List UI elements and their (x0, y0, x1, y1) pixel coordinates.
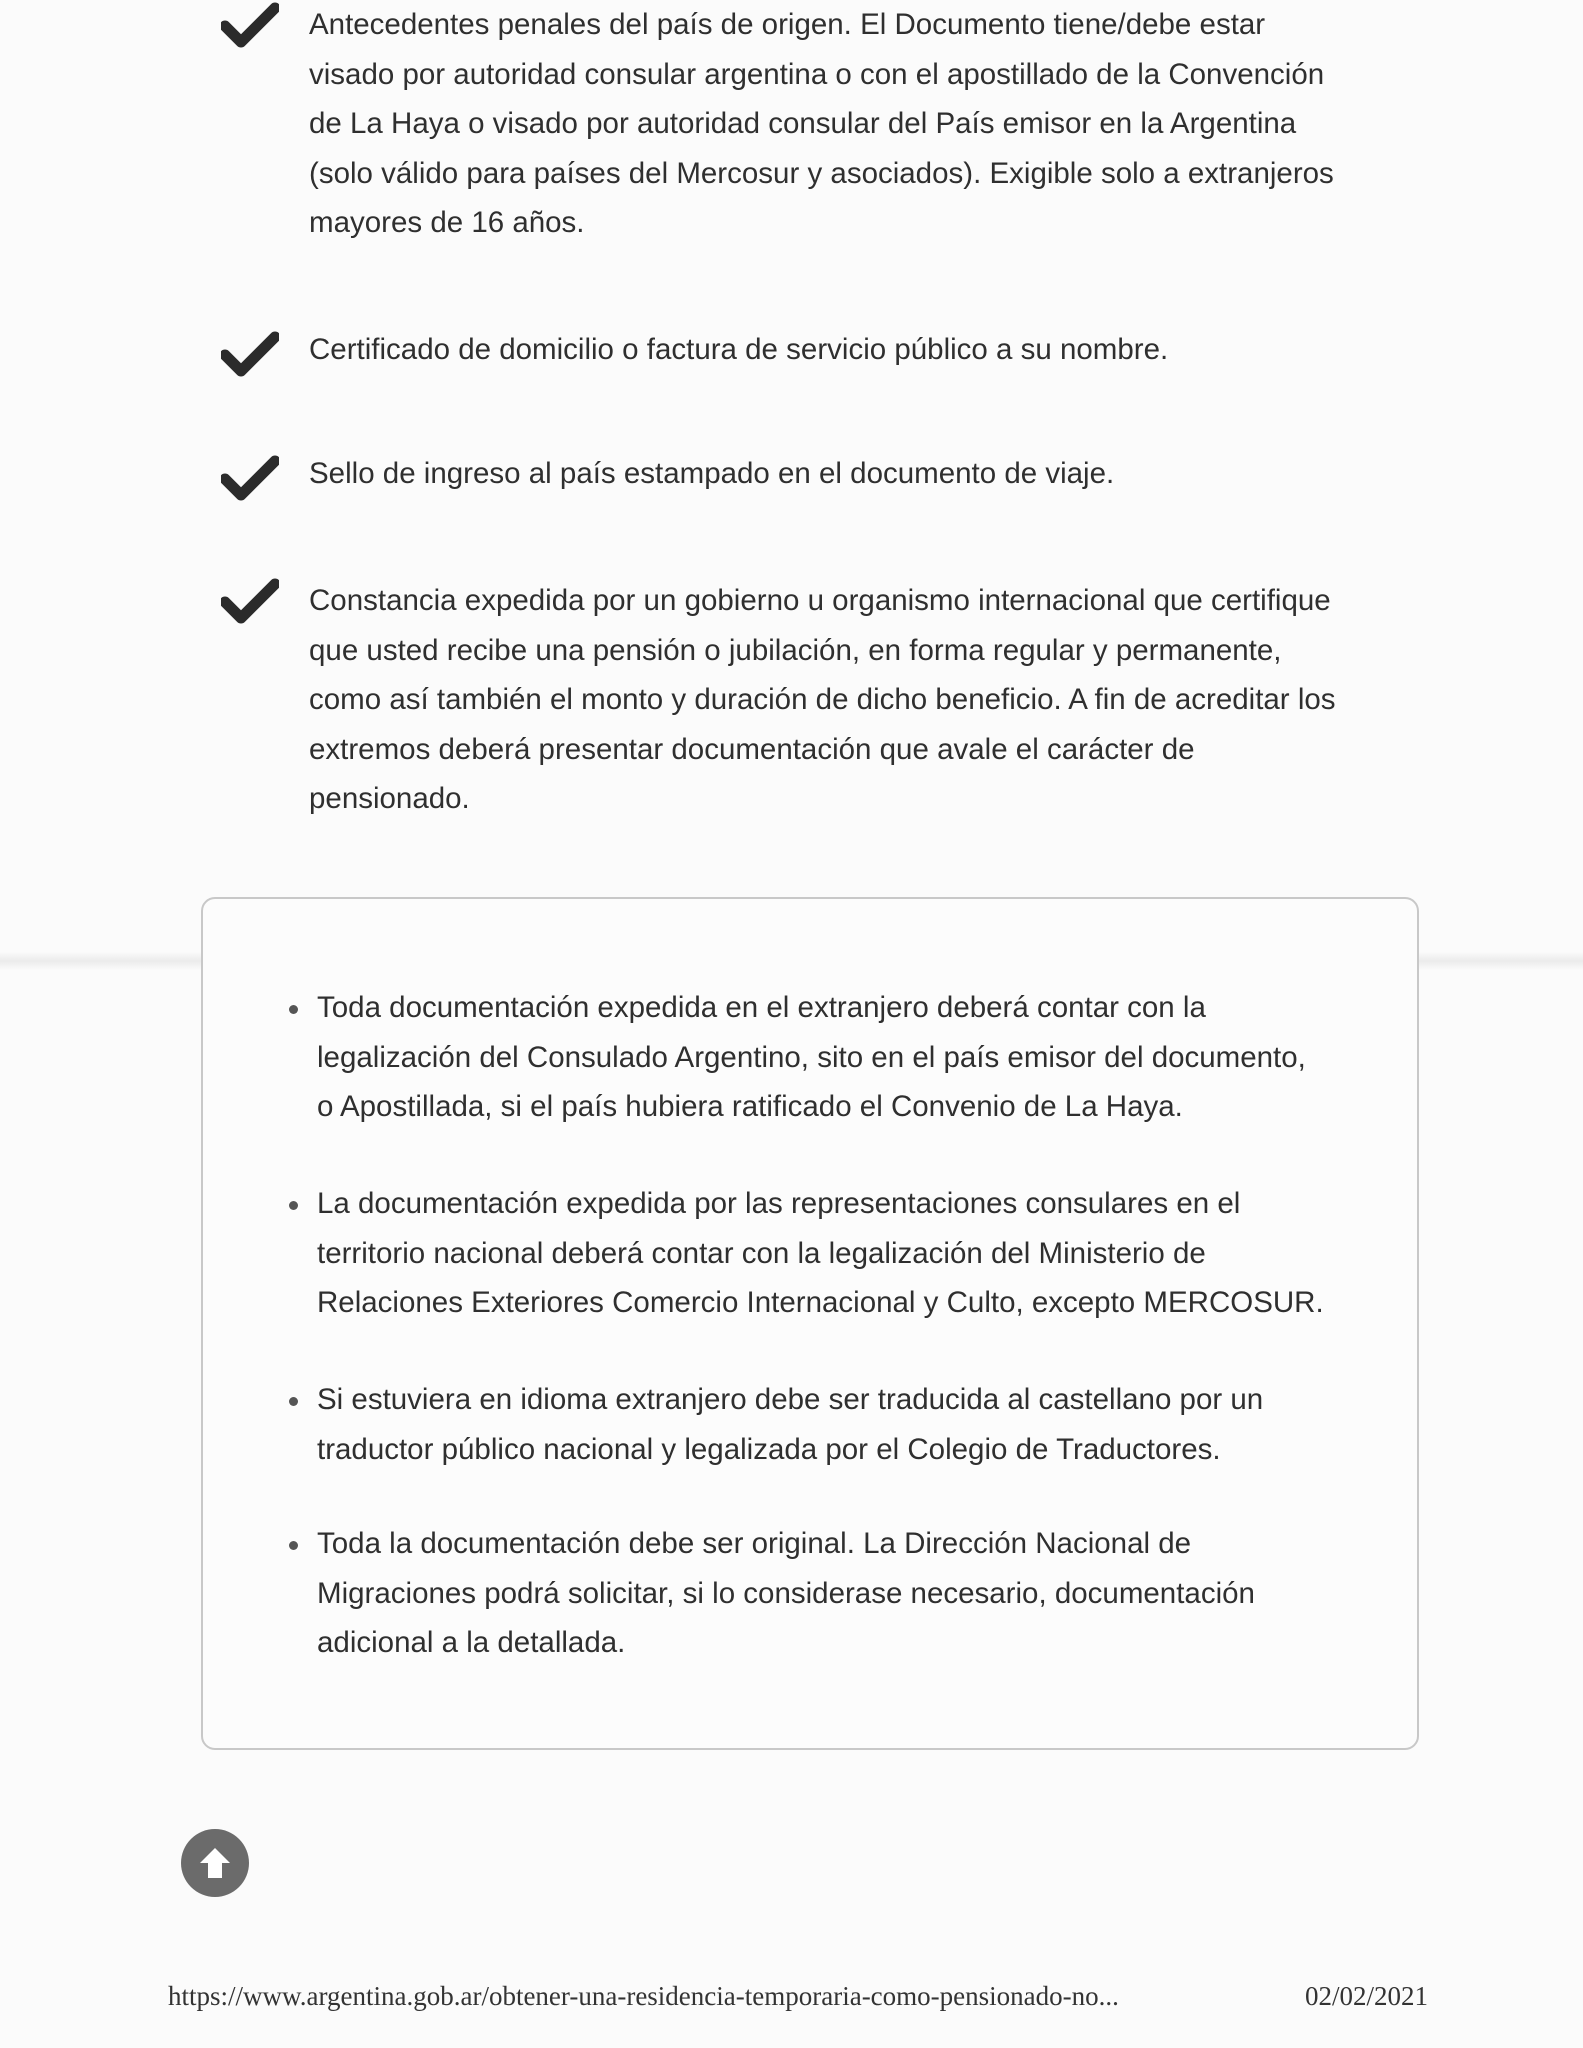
back-to-top-button[interactable] (181, 1829, 249, 1897)
notice-box (201, 897, 1419, 1750)
footer-date: 02/02/2021 (1305, 1981, 1429, 2011)
note-text: Si estuviera en idioma extranjero debe ser traducida al castellano por un traductor público nacional y legalizada por el Colegio de Traductores. (317, 1383, 1264, 1466)
bullet-icon (289, 1201, 298, 1210)
checkmark-icon (221, 331, 279, 377)
note-text: Toda documentación expedida en el extranjero deberá contar con la legalización del Consulado Argentino, sito en el país emisor del documento, o Apostillada, si el país hubiera ratificado el Convenio de La Haya. (317, 991, 1306, 1123)
checkmark-icon (221, 578, 279, 624)
requirement-text: Sello de ingreso al país estampado en el documento de viaje. (309, 457, 1115, 490)
requirement-text: Constancia expedida por un gobierno u organismo internacional que certifique que usted recibe una pensión o jubilación, en forma regular y permanente, como así también el monto y duración de dicho beneficio. A fin de acreditar los extremos deberá presentar documentación que avale el carácter de pensionado. (309, 584, 1336, 815)
checkmark-icon (221, 2, 279, 48)
arrow-up-icon (192, 1840, 238, 1886)
checkmark-icon (221, 455, 279, 501)
requirement-text: Certificado de domicilio o factura de servicio público a su nombre. (309, 333, 1169, 366)
note-text: Toda la documentación debe ser original. La Dirección Nacional de Migraciones podrá solicitar, si lo considerase necesario, documentación adicional a la detallada. (317, 1527, 1255, 1659)
bullet-icon (289, 1005, 298, 1014)
bullet-icon (289, 1541, 298, 1550)
bullet-icon (289, 1397, 298, 1406)
footer-url: https://www.argentina.gob.ar/obtener-una-residencia-temporaria-como-pensionado-no... (168, 1981, 1119, 2011)
requirement-text: Antecedentes penales del país de origen. El Documento tiene/debe estar visado por autoridad consular argentina o con el apostillado de la Convención de La Haya o visado por autoridad consular del País emisor en la Argentina (solo válido para países del Mercosur y asociados). Exigible solo a extranjeros mayores de 16 años. (309, 8, 1334, 239)
note-text: La documentación expedida por las representaciones consulares en el territorio nacional deberá contar con la legalización del Ministerio de Relaciones Exteriores Comercio Internacional y Culto, excepto MERCOSUR. (317, 1187, 1324, 1319)
